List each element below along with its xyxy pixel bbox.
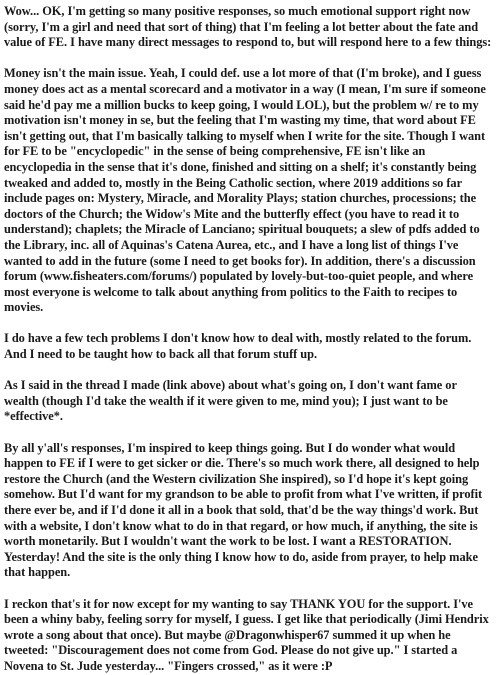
paragraph-money: Money isn't the main issue. Yeah, I could def. use a lot more of that (I'm broke), and I guess money does act as a mental scorecard and a motivator in a way (I mean, I'm sure if someone said he'd pay me a million bucks to keep going, I would LOL), but the problem w/ re to my motivation isn't money in se, but the feeling that I'm wasting my time, that word about FE isn't getting out, that I'm basically talking to myself when I write for the site. Though I want for FE to be "encyclopedic" in the sense of being comprehensive, FE isn't like an encyclopedia in the sense that it's done, finished and sitting on a shelf; it's constantly being tweaked and added to, mostly in the Being Catholic section, where 2019 additions so far include pages on: Mystery, Miracle, and Morality Plays; station churches, processions; the doctors of the Church; the Widow's Mite and the butterfly effect (you have to read it to understand); chaplets; the Miracle of Lanciano; spiritual bouquets; a slew of pdfs added to the Library, inc. all of Aquinas's Catena Aurea, etc., and I have a long list of things I've wanted to add in the future (some I need to get books for). In addition, there's a discussion forum (www.fisheaters.com/forums/) populated by lovely-but-too-quiet people, and where most everyone is welcome to talk about anything from politics to the Faith to recipes to movies.	[4, 66, 486, 315]
paragraph-intro: Wow... OK, I'm getting so many positive responses, so much emotional support right now (sorry, I'm a girl and need that sort of thing) that I'm feeling a lot better about the fate and value of FE. I have many direct messages to respond to, but will respond here to a few things:	[4, 4, 492, 50]
paragraph-future: By all y'all's responses, I'm inspired to keep things going. But I do wonder what would happen to FE if I were to get sicker or die. There's so much work there, all designed to help restore the Church (and the Western civilization She inspired), so I'd hope it's kept going somehow. But I'd want for my grandson to be able to profit from what I've written, if profit there ever be, and if I'd done it all in a book that sold, that'd be the way things'd work. But with a website, I don't know what to do in that regard, or how much, if anything, the site is worth monetarily. But I wouldn't want the work to be lost. I want a RESTORATION. Yesterday! And the site is the only thing I know how to do, aside from prayer, to help make that happen.	[4, 440, 483, 580]
paragraph-thanks: I reckon that's it for now except for my wanting to say THANK YOU for the support. I've been a whiny baby, feeling sorry for myself, I guess. I get like that periodically (Jimi Hendrix wrote a song about that once). But maybe @Dragonwhisper67 summed it up when he tweeted: "Discouragement does not come from God. Please do not give up." I started a Novena to St. Jude yesterday... "Fingers crossed," as it were :P	[4, 596, 489, 673]
paragraph-tech: I do have a few tech problems I don't know how to deal with, mostly related to the forum. And I need to be taught how to back all that forum stuff up.	[4, 331, 472, 362]
paragraph-effective: As I said in the thread I made (link above) about what's going on, I don't want fame or wealth (though I'd take the wealth if it were given to me, mind you); I just want to be *effective*.	[4, 378, 457, 424]
